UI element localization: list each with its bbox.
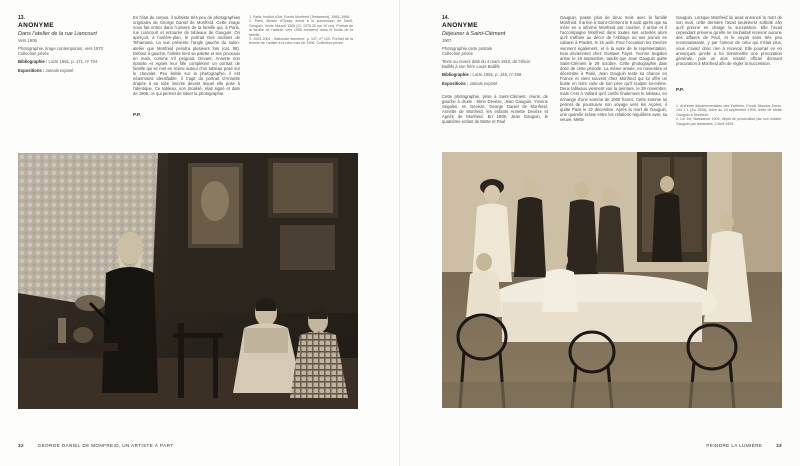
studio-photograph — [18, 153, 358, 409]
author-signature: P.P. — [676, 88, 684, 93]
technique: Photographie carte postale — [442, 46, 493, 51]
right-running-title: PEINDRE LA LUMIÈRE — [706, 443, 763, 448]
footnotes: 1. Paris, Institut d’Art, Fonds Monfreid (Testament), 1965–1966. 2. Paris, Musée d’Orsay, achat à la succession de Tahiti, Gauguin, Vente Nouvel 1906 (Cl. 1978 20 sur 10 cm). Portrait de la famille de l’artiste, vers 1906 conservé dans le fonds de la famille. 3. 2003-2004 : Nationale demeure, p. 147, nº 100. Portrait de la femme de l’artiste à la robe rose de 1906, Collection privée. — [249, 15, 353, 46]
exhibitions-value: Jamais exposé — [45, 68, 74, 73]
left-footer — [18, 443, 173, 448]
right-footer — [706, 443, 782, 448]
artwork-title: Dans l’atelier de la rue Liancourt — [18, 31, 97, 37]
artwork-date: Vers 1906 — [18, 38, 37, 43]
bibliography-label: Bibliographie : — [442, 72, 472, 77]
footnotes: 1. Archives départementales des Yvelines, Fonds Maurice Denis, 144 J 1 (Au 1908), lettre du 24 septembre 1909, lettre de Mette Gauguin à Monfreid. 2. Loi 1m, Naissance 1909, dépôt de procuration par son notaire, Gauguin par testament, 2 Avril 1909. — [676, 104, 782, 126]
exhibitions — [18, 68, 128, 73]
collection: Collection privée — [18, 51, 49, 56]
catalogue-number: 13. — [18, 15, 25, 21]
lunch-photograph-image — [442, 152, 782, 408]
exhibitions-value: Jamais exposé — [469, 81, 498, 86]
exhibitions-label: Expositions : — [442, 81, 469, 86]
collection: Collection privée — [442, 51, 473, 56]
essay-text-col2: Gauguin, passe plus de deux mois avec la famille Monfreid. Il arrive à Saint-Clément le 9 août après que sa mère en a informé Monfreid par courrier, il arrive et il l’accompagne Monfreid dans toutes ses activités alors qu’il s’affaire au décor de l’Abbaye où ses jeunes en cabane à Prades, le 15 août. Pour l’occasion les Devèze viennent également, et à la suite de la représentation, tous deviennent chez Gustave Fayet. Yvonne Segalen arrive le 16 septembre, tandis que Jean Gauguin quitte Saint-Clément le 29 octobre. Cette photographie date donc de cette période. La même année, en novembre et décembre à Paris, Jean Gauguin tente sa chance en France et vient souvent chez Monfreid qui lui offre un buste en terre cuite de son père qu’il sculpte lui-même. Deux tableaux viennent voir la peinture, le 29 novembre, mais c’est à Vollard qu’il confie finalement le tableau, en échange d’une somme de 1000 francs. Cette somme lui permet de poursuivre son voyage vers les Açores, il quitte Paris le 22 décembre. Après la mort de Gauguin, une querelle éclate entre les relations régulières avec sa veuve, Mette — [560, 15, 667, 122]
right-page — [400, 0, 800, 466]
essay-text-col1: Cette photographie, prise à Saint-Clément, réunit, de gauche à droite : Mme Devèze, Jean Gauguin, Yvonne Segalen, M. Devèze, George Daniel de Monfreid, Annette de Monfreid, les enfants Annette Devèze et Agnès de Monfreid. En 1909, Jean Gauguin, le quatrième enfant de Mette et Paul — [442, 94, 548, 125]
bibliography-value: Loize 1951, p. 145, nº 468 — [472, 72, 522, 77]
essay-text: En l’état du corpus, il subsiste très peu de photographies originales de George Daniel de Monfreid. Cette image nous fait entrer dans l’univers de la famille qui, à Paris, rue Liancourt et entourée de tableaux de Gauguin. On aperçoit, à l’arrière-plan, le portrait Des ondines de Tehamana. La vue présente l’angle gauche du salon-atelier que Monfreid peindra plusieurs fois (cat. 98). Debout à gauche, l’artiste tient sa palette et ses pinceaux en main, comme s’il peignait. Devant, Annette son épouse et Agnès leur fille complètent un portrait de famille qui se met en scène autour d’un tableau posé sur le chevalet. Peu lisible sur la photographie, il est néanmoins identifiable, il s’agit du portrait d’Annette drapée à sa robe inscrite devant lequel elle pose à l’identique. Ce tableau, non localisé, était signé et daté de 1906, ce qui permet de situer la photographie. — [133, 15, 240, 97]
essay-text-col3: Gauguin. Lorsque Monfreid lui avait annoncé la mort de son mari, cette dernière l’avait seulement sollicité afin qu’il prenne en charge la succession. Elle l’avait cependant prévenu qu’elle ne souhaitait recevoir aucune des affaires de Paul, et le voyait sans très peu reconnaissante, y par l’amour de celui qui n’était plus, vous n’aviez donc rien à recevoir. Elle pourrait en en annonçant qu’elle a lui transmettre une procuration générale, puis un acte notarié officiel donnant procuration à Monfreid afin de régler la succession. — [676, 15, 782, 66]
left-running-title: GEORGE DANIEL DE MONFREID, UN ARTISTE À PART — [37, 443, 174, 448]
right-page-number: 33 — [776, 443, 782, 448]
bibliography-value: Loize 1951, p. 171, nº 704 — [48, 59, 98, 64]
bibliography — [18, 59, 128, 64]
lunch-photograph — [442, 152, 782, 408]
technique: Photographie, tirage contemporain, vers 1970 — [18, 46, 103, 51]
exhibitions-label: Expositions : — [18, 68, 45, 73]
bibliography — [442, 72, 547, 77]
artwork-title: Déjeuner à Saint-Clément — [442, 31, 506, 37]
left-page-number: 32 — [18, 443, 24, 448]
author-label: ANONYME — [442, 22, 479, 29]
exhibitions — [442, 81, 547, 86]
studio-photograph-image — [18, 153, 358, 409]
inscription: Texte au revers daté du 4 mars 1910, de Félicie Baillifs à son frère Louis Baillifs — [442, 59, 531, 69]
artwork-date: 1907 — [442, 38, 452, 43]
author-label: ANONYME — [18, 22, 55, 29]
bibliography-label: Bibliographie : — [18, 59, 48, 64]
catalogue-number: 14. — [442, 15, 449, 21]
author-signature: P.P. — [133, 113, 141, 118]
